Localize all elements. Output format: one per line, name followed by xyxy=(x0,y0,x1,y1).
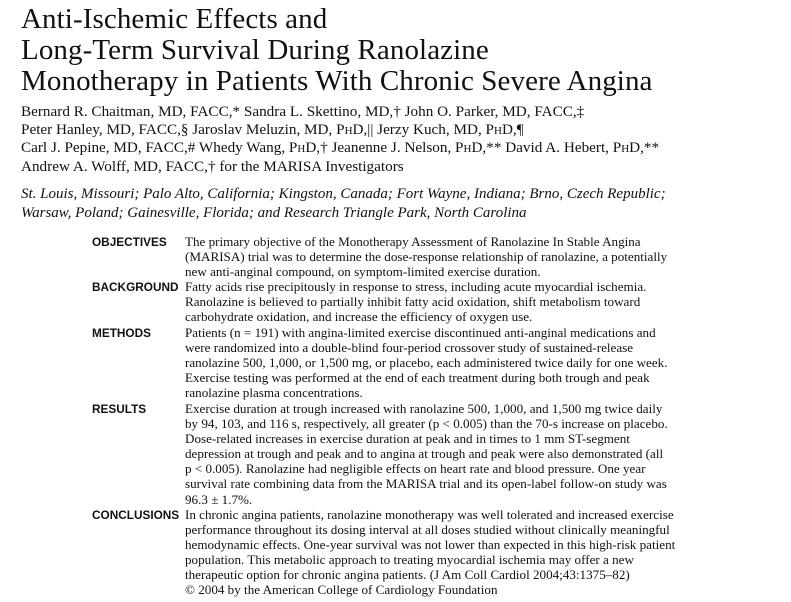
section-text xyxy=(185,234,785,279)
affiliations xyxy=(21,185,781,222)
text-line: survival rate combining data from the MARISA trial and its open-label follow-on study was xyxy=(185,476,667,492)
text-line: depression at trough and peak and to angina at trough and peak were also demonstrated (all xyxy=(185,446,664,462)
author-line xyxy=(21,139,781,157)
section-label: BACKGROUND xyxy=(92,279,179,294)
section-text xyxy=(185,401,785,507)
text-line: Fatty acids rise precipitously in response to stress, including acute myocardial ischemia. xyxy=(185,279,647,294)
author-text: h xyxy=(463,139,472,157)
author-line: Andrew A. Wolff, MD, FACC,† for the MARISA Investigators xyxy=(21,157,404,175)
author-text: Carl J. Pepine, MD, FACC,# Whedy Wang, P xyxy=(21,139,298,157)
section-text xyxy=(185,279,785,324)
section-label: RESULTS xyxy=(92,401,147,416)
affiliation-line: St. Louis, Missouri; Palo Alto, California; Kingston, Canada; Fort Wayne, Indiana; Brno, Czech Republic; xyxy=(21,186,666,202)
text-line: Ranolazine is believed to partially inhibit fatty acid oxidation, shift metabolism toward xyxy=(185,294,641,310)
abstract-section-methods xyxy=(92,325,791,401)
text-line: ranolazine plasma concentrations. xyxy=(185,385,363,401)
author-text: h xyxy=(621,139,630,157)
author-text: h xyxy=(494,121,502,139)
author-text: D,** xyxy=(629,139,660,157)
author-text: D,|| Jerzy Kuch, MD, P xyxy=(352,121,495,139)
text-line: performance throughout its dosing interval at all doses studied without clinically meaningful xyxy=(185,522,670,538)
text-line: Exercise duration at trough increased with ranolazine 500, 1,000, and 1,500 mg twice daily xyxy=(185,401,663,416)
text-line: Exercise testing was performed at the end of each treatment during both trough and peak xyxy=(185,370,650,386)
text-line: p < 0.005). Ranolazine had negligible effects on heart rate and blood pressure. One year xyxy=(185,461,646,477)
title-line: Long-Term Survival During Ranolazine xyxy=(21,34,489,66)
abstract-section-results xyxy=(92,401,791,507)
text-line: Dose-related increases in exercise duration at peak and in times to 1 mm ST-segment xyxy=(185,431,630,447)
text-line: therapeutic option for chronic angina patients. (J Am Coll Cardiol 2004;43:1375–82) xyxy=(185,567,630,583)
author-text: D,** David A. Hebert, P xyxy=(471,139,622,157)
text-line: carbohydrate oxidation, and increase the efficiency of oxygen use. xyxy=(185,309,533,325)
author-text: h xyxy=(297,139,306,157)
text-line: Patients (n = 191) with angina-limited exercise discontinued anti-anginal medications and xyxy=(185,325,656,340)
text-line: hemodynamic effects. One-year survival was not lower than expected in this high-risk patient xyxy=(185,537,676,553)
text-line: 96.3 ± 1.7%. xyxy=(185,491,253,507)
abstract-section-background xyxy=(92,279,791,325)
text-line: by 94, 103, and 116 s, respectively, all greater (p < 0.005) than the 70-s increase on placebo. xyxy=(185,416,668,432)
section-text xyxy=(185,507,785,598)
text-line: ranolazine 500, 1,000, or 1,500 mg, or placebo, each administered twice daily for one week. xyxy=(185,355,668,371)
author-text: Peter Hanley, MD, FACC,§ Jaroslav Meluzin, MD, P xyxy=(21,121,345,139)
text-line: In chronic angina patients, ranolazine monotherapy was well tolerated and increased exercise xyxy=(185,507,674,522)
abstract-section-conclusions xyxy=(92,507,791,598)
section-label: METHODS xyxy=(92,325,151,340)
author-text: D,† Jeanenne J. Nelson, P xyxy=(305,139,464,157)
title-line: Monotherapy in Patients With Chronic Severe Angina xyxy=(21,65,653,97)
structured-abstract xyxy=(92,234,791,598)
section-text xyxy=(185,325,785,400)
author-line: Bernard R. Chaitman, MD, FACC,* Sandra L. Skettino, MD,† John O. Parker, MD, FACC,‡ xyxy=(21,103,585,120)
title-line: Anti-Ischemic Effects and xyxy=(21,3,328,35)
abstract-section-objectives xyxy=(92,234,791,279)
author-list xyxy=(21,103,781,176)
text-line: population. This metabolic approach to treating myocardial ischemia may offer a new xyxy=(185,552,634,568)
article-title xyxy=(21,4,781,97)
text-line: (MARISA) trial was to determine the dose-response relationship of ranolazine, a potentially xyxy=(185,249,668,265)
text-line: The primary objective of the Monotherapy Assessment of Ranolazine In Stable Angina xyxy=(185,234,641,249)
text-line: were randomized into a double-blind four-period crossover study of sustained-release xyxy=(185,340,634,356)
author-line xyxy=(21,121,781,139)
text-line: new anti-anginal compound, on symptom-limited exercise duration. xyxy=(185,264,541,280)
author-text: h xyxy=(344,121,353,139)
section-label: CONCLUSIONS xyxy=(92,507,180,522)
section-label: OBJECTIVES xyxy=(92,234,167,249)
text-line: © 2004 by the American College of Cardiology Foundation xyxy=(185,582,498,598)
affiliation-line: Warsaw, Poland; Gainesville, Florida; and Research Triangle Park, North Carolina xyxy=(21,204,527,221)
author-text: D,¶ xyxy=(501,121,524,139)
